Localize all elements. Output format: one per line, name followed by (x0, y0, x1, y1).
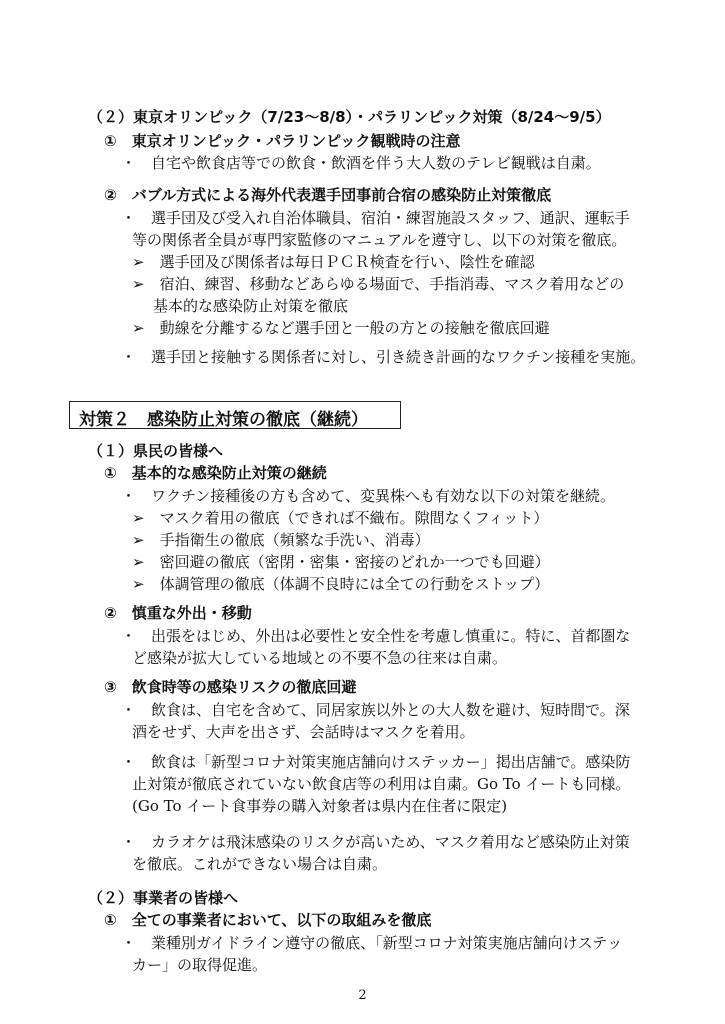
citizens-s3-bullet1-line2: 酒をせず、大声を出さず、会話時はマスクを着用。 (132, 723, 475, 741)
citizens-s1-bullet: ・ ワクチン接種後の方も含めて、変異株へも有効な以下の対策を継続。 (121, 487, 615, 505)
citizens-s1-arrow3: ➢ 密回避の徹底（密閉・密集・密接のどれか一つでも回避） (132, 553, 550, 571)
citizens-s3-bullet3-line1: ・ カラオケは飛沫感染のリスクが高いため、マスク着用など感染防止対策 (121, 833, 630, 851)
citizens-s3-bullet1-line1: ・ 飲食は、自宅を含めて、同居家族以外との大人数を避け、短時間で。深 (121, 701, 630, 719)
citizens-s1-arrow2: ➢ 手指衛生の徹底（頻繁な手洗い、消毒） (132, 531, 430, 549)
olympics-s2-arrow1: ➢ 選手団及び関係者は毎日ＰＣＲ検査を行い、陰性を確認 (132, 253, 535, 271)
olympics-s2-arrow2-line2: 基本的な感染防止対策を徹底 (153, 297, 349, 315)
citizens-s3-title: ③ 飲食時等の感染リスクの徹底回避 (104, 678, 357, 696)
citizens-s1-title: ① 基本的な感染防止対策の継続 (104, 464, 327, 482)
citizens-s2-bullet-line2: ど感染が拡大している地域との不要不急の往来は自粛。 (132, 649, 508, 667)
page-number: 2 (358, 988, 367, 1003)
citizens-s1-arrow4: ➢ 体調管理の徹底（体調不良時には全ての行動をストップ） (132, 575, 550, 593)
business-heading: （２）事業者の皆様へ (88, 889, 239, 907)
measure2-title: 対策２ 感染防止対策の徹底（継続） (79, 410, 368, 430)
olympics-s1-title: ① 東京オリンピック・パラリンピック観戦時の注意 (104, 132, 461, 150)
olympics-heading: （２）東京オリンピック（7/23～8/8）・パラリンピック対策（8/24～9/5） (88, 108, 611, 126)
olympics-s1-bullet: ・ 自宅や飲食店等での飲食・飲酒を伴う大人数のテレビ観戦は自粛。 (121, 154, 601, 172)
citizens-s3-bullet2-line2: 止対策が徹底されていない飲食店等の利用は自粛。Go To イートも同様。 (132, 775, 631, 793)
olympics-s2-bullet1-line2: 等の関係者全員が専門家監修のマニュアルを遵守し、以下の対策を徹底。 (132, 231, 627, 249)
business-s1-bullet-line1: ・ 業種別ガイドライン遵守の徹底、「新型コロナ対策実施店舗向けステッ (121, 934, 623, 952)
olympics-s2-arrow3: ➢ 動線を分離するなど選手団と一般の方との接触を徹底回避 (132, 319, 550, 337)
business-s1-bullet-line2: カー」の取得促進。 (132, 956, 268, 974)
olympics-s2-bullet1-line1: ・ 選手団及び受入れ自治体職員、宿泊・練習施設スタッフ、通訳、運転手 (121, 209, 630, 227)
citizens-s1-arrow1: ➢ マスク着用の徹底（できれば不織布。隙間なくフィット） (132, 509, 549, 527)
citizens-heading: （１）県民の皆様へ (88, 442, 224, 460)
citizens-s3-bullet3-line2: を徹底。これができない場合は自粛。 (132, 855, 388, 873)
olympics-s2-bullet2: ・ 選手団と接触する関係者に対し、引き続き計画的なワクチン接種を実施。 (121, 348, 646, 366)
citizens-s3-bullet2-line1: ・ 飲食は「新型コロナ対策実施店舗向けステッカー」掲出店舗で。感染防 (121, 753, 631, 771)
olympics-s2-arrow2-line1: ➢ 宿泊、練習、移動などあらゆる場面で、手指消毒、マスク着用などの (132, 275, 625, 293)
citizens-s2-title: ② 慎重な外出・移動 (104, 604, 252, 622)
citizens-s2-bullet-line1: ・ 出張をはじめ、外出は必要性と安全性を考慮し慎重に。特に、首都圏な (121, 627, 631, 645)
business-s1-title: ① 全ての事業者において、以下の取組みを徹底 (104, 911, 432, 929)
citizens-s3-bullet2-line3: (Go To イート食事券の購入対象者は県内在住者に限定) (132, 797, 508, 815)
olympics-s2-title: ② バブル方式による海外代表選手団事前合宿の感染防止対策徹底 (104, 186, 552, 204)
measure2-title-box (69, 401, 401, 429)
